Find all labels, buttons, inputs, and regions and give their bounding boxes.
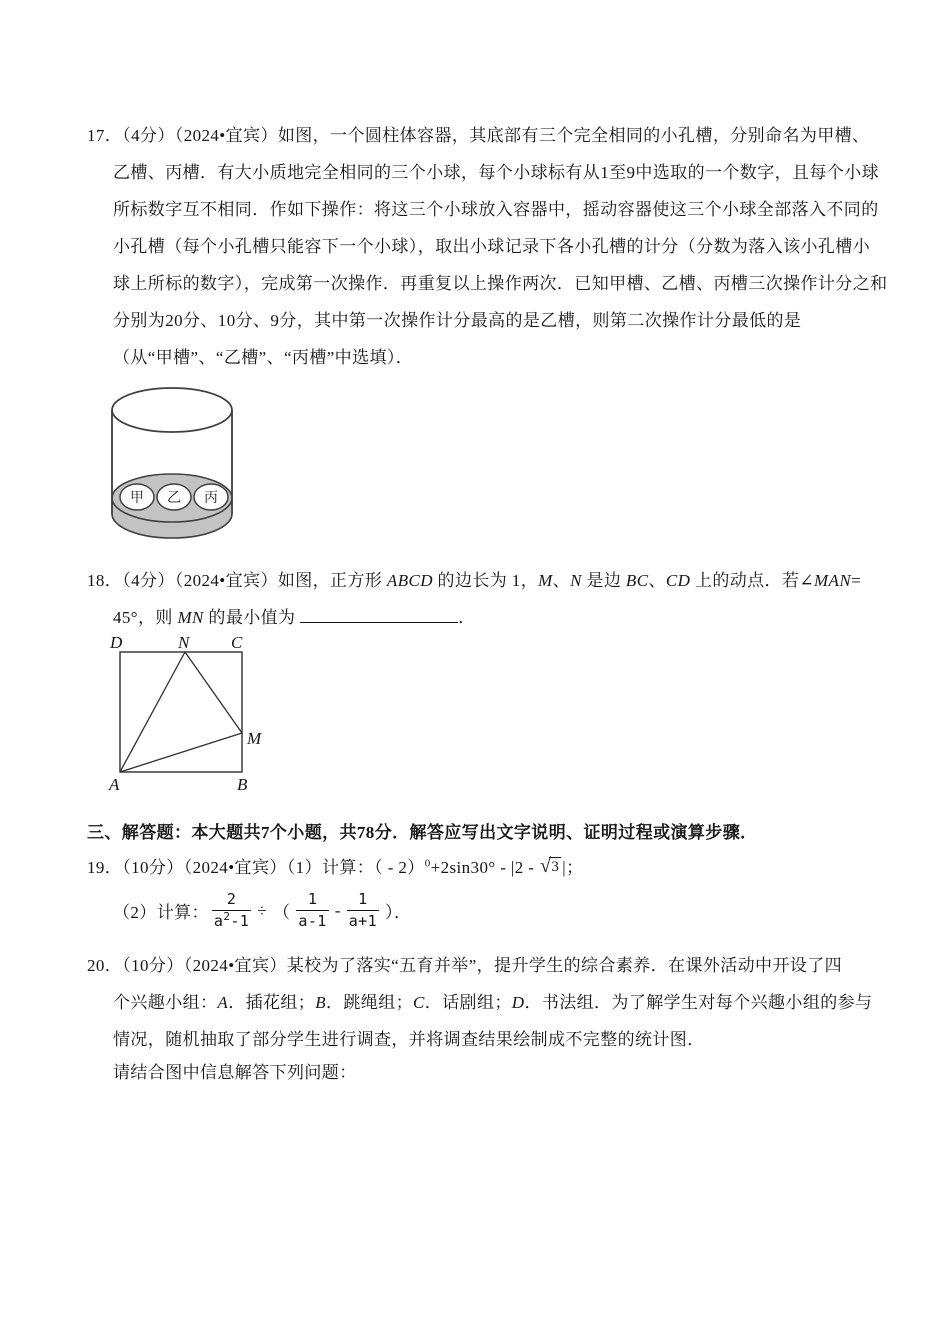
- q18-text-line-2: 45°，则 MN 的最小值为 ．: [113, 608, 476, 627]
- fraction-numerator: 2: [212, 890, 251, 911]
- segment-NM: [185, 652, 242, 733]
- vertex-label-M: M: [247, 729, 262, 748]
- divide-sign: ÷: [257, 900, 267, 920]
- fraction-denominator: a+1: [348, 911, 378, 930]
- cylinder-mouth-ellipse: [112, 388, 232, 432]
- square-diagram: [92, 634, 272, 799]
- q17-text-line-4: 小孔槽（每个小孔槽只能容下一个小球），取出小球记录下各小孔槽的计分（分数为落入该小孔槽小: [113, 237, 871, 256]
- hole-yi-label: 乙: [167, 491, 181, 506]
- cylinder-diagram: [104, 382, 244, 544]
- square-ABCD: [120, 652, 242, 772]
- fraction-numerator: 1: [296, 890, 328, 911]
- q20-text-line-2: 个兴趣小组：A．插花组；B．跳绳组；C．话剧组；D．书法组．为了解学生对每个兴趣小组的参与: [113, 993, 873, 1012]
- q17-text-line-1: 17．（4分）（2024•宜宾）如图，一个圆柱体容器，其底部有三个完全相同的小孔槽，分别命名为甲槽、: [87, 126, 870, 145]
- q19-part2-expression: [113, 890, 414, 931]
- hole-jia-label: 甲: [130, 491, 144, 506]
- hole-bing-label: 丙: [204, 491, 218, 506]
- q19-part2-label: （2）计算：: [113, 903, 209, 922]
- q17-text-line-2: 乙槽、丙槽．有大小质地完全相同的三个小球，每个小球标有从1至9中选取的一个数字，且每个小球: [113, 163, 879, 182]
- vertex-label-D: D: [110, 634, 123, 652]
- q20-text-line-3: 情况，随机抽取了部分学生进行调查，并将调查结果绘制成不完整的统计图．: [113, 1030, 705, 1049]
- q20-text-line-4: 请结合图中信息解答下列问题：: [113, 1063, 357, 1082]
- open-paren: （: [272, 903, 291, 922]
- fraction-1-over-a-minus-1: [296, 890, 328, 931]
- q19-part1-line: 19．（10分）（2024•宜宾）（1）计算：（ - 2）$^0$+2sin30° - |2 - √ 3 |；: [87, 855, 584, 877]
- fraction-denominator: a-1: [298, 911, 327, 930]
- fraction-numerator: 1: [347, 890, 379, 911]
- q20-text-line-1: 20．（10分）（2024•宜宾）某校为了落实“五育并举”，提升学生的综合素养．在课外活动中开设了四: [87, 956, 843, 975]
- fraction-2-over-a2-minus-1: [212, 890, 251, 931]
- vertex-label-N: N: [178, 634, 190, 652]
- vertex-label-B: B: [237, 775, 248, 794]
- minus-sign: -: [334, 900, 341, 920]
- fraction-denominator: $a^2-1$: [213, 909, 250, 930]
- fraction-1-over-a-plus-1: [347, 890, 379, 931]
- q17-text-line-6: 分别为20分、10分、9分，其中第一次操作计分最高的是乙槽，则第二次操作计分最低的是: [113, 311, 802, 330]
- q18-text-line-1: 18．（4分）（2024•宜宾）如图，正方形 ABCD 的边长为 1，M、N 是边 BC、CD 上的动点．若∠MAN=: [87, 571, 862, 590]
- q17-text-line-3: 所标数字互不相同．作如下操作：将这三个小球放入容器中，摇动容器使这三个小球全部落入不同的: [113, 200, 879, 219]
- close-paren: ）．: [385, 903, 412, 922]
- q17-text-line-7: （从“甲槽”、“乙槽”、“丙槽”中选填）．: [113, 348, 414, 367]
- vertex-label-A: A: [109, 775, 120, 794]
- q17-text-line-5: 球上所标的数字），完成第一次操作．再重复以上操作两次．已知甲槽、乙槽、丙槽三次操作计分之和: [113, 274, 888, 293]
- section-3-heading: 三、解答题：本大题共7个小题，共78分．解答应写出文字说明、证明过程或演算步骤．: [87, 823, 758, 842]
- vertex-label-C: C: [231, 634, 243, 652]
